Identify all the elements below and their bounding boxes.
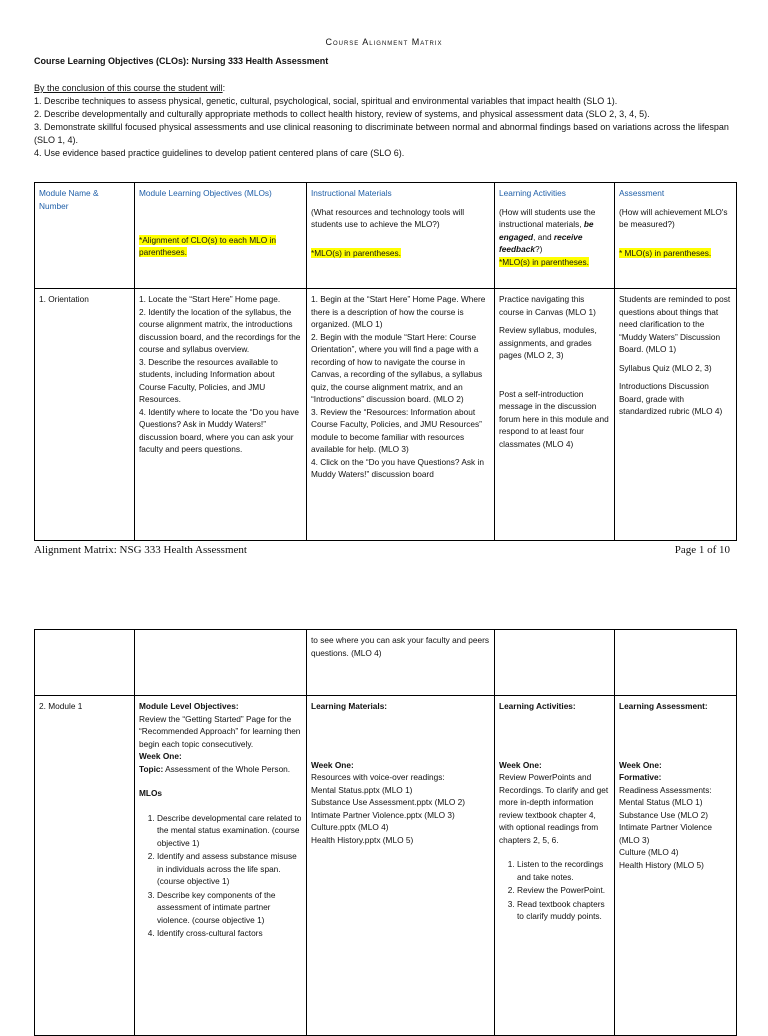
intro-lead: By the conclusion of this course the student will <box>34 83 223 93</box>
module1-mlos-label: MLOs <box>139 788 163 798</box>
module1-assessment-cell <box>615 696 737 1036</box>
module1-topic: Topic: Assessment of the Whole Person. <box>139 763 291 774</box>
header-activities-cell <box>495 183 615 289</box>
module1-assessment-6: Health History (MLO 5) <box>619 859 704 870</box>
module1-activity-1: 1. Listen to the recordings and take notes. <box>517 858 610 883</box>
header-mlo-note: *Alignment of CLO(s) to each MLO in parentheses. <box>139 234 276 257</box>
module1-assessment-1: Readiness Assessments: <box>619 784 712 795</box>
intro-colon: : <box>222 83 226 93</box>
orientation-materials-cell <box>307 289 495 541</box>
module1-week: Week One: <box>139 751 182 761</box>
alignment-table-page-2 <box>34 629 737 1036</box>
orientation-mlo-3: 3. Describe the resources available to students, including Information about Course Faculty, Policies, and JMU Resources. <box>139 356 278 404</box>
module1-mlos-cell <box>135 696 307 1036</box>
orientation-mlo-2: 2. Identify the location of the syllabus, the course alignment matrix, the introductions discussion board, and the recordings for the course and syllabus overview. <box>139 306 301 354</box>
orientation-material-1: 1. Begin at the “Start Here” Home Page. Where there is a description of how the course is organized. (MLO 1) <box>311 294 486 329</box>
module1-mlo-2: 2. Identify and assess substance misuse in individuals across the life span. (course objective 1) <box>157 850 302 888</box>
objective-3: 3. Demonstrate skillful focused physical assessments and use clinical reasoning to discriminate between normal and abnormal findings based on variations across the lifespan (SLO 1, 4). <box>34 122 729 145</box>
module1-mlo-heading: Module Level Objectives: <box>139 701 239 711</box>
objective-1: 1. Describe techniques to assess physical, genetic, cultural, psychological, social, spiritual and environmental variables that impact health (SLO 1). <box>34 96 618 106</box>
header-mlo: Module Learning Objectives (MLOs) <box>139 188 272 198</box>
module1-activity-2: 2. Review the PowerPoint. <box>517 884 610 897</box>
orientation-activity-3: Post a self-introduction message in the discussion forum here in this module and respond to at least four classmates (MLO 4) <box>499 388 609 449</box>
header-activities-note: *MLO(s) in parentheses. <box>499 256 589 267</box>
header-materials-note: *MLO(s) in parentheses. <box>311 247 401 258</box>
orientation-name: 1. Orientation <box>35 289 135 541</box>
module1-activities-cell <box>495 696 615 1036</box>
orientation-assessment-1: Students are reminded to post questions about things that need clarification to the “Muddy Waters” Discussion Board. (MLO 1) <box>619 294 731 354</box>
page-title: Course Alignment Matrix <box>325 37 443 47</box>
module1-activities-week: Week One: <box>499 759 542 770</box>
orientation-assessment-cell <box>615 289 737 541</box>
continuation-empty-3 <box>495 630 615 696</box>
objective-2: 2. Describe developmentally and culturally appropriate methods to collect health history, review of systems, and physical assessment data (SLO 2, 3, 4, 5). <box>34 109 650 119</box>
header-assessment-cell <box>615 183 737 289</box>
module1-row <box>35 696 737 1036</box>
orientation-mlo-4: 4. Identify where to locate the “Do you have Questions? Ask in Muddy Waters!” discussion board, where you can ask your faculty and peers questions. <box>139 406 300 454</box>
module1-assessment-5: Culture (MLO 4) <box>619 847 679 857</box>
orientation-assessment-3: Introductions Discussion Board, grade with standardized rubric (MLO 4) <box>619 381 723 416</box>
module1-mlo-intro: Review the “Getting Started” Page for the “Recommended Approach” for learning then begin each topic consecutively. <box>139 713 301 749</box>
orientation-mlo-1: 1. Locate the “Start Here” Home page. <box>139 294 281 304</box>
module1-assessment-heading: Learning Assessment: <box>619 701 708 711</box>
header-module: Module Name & Number <box>39 188 99 211</box>
continuation-row <box>35 630 737 696</box>
header-materials-cell <box>307 183 495 289</box>
module1-mlo-list <box>139 812 302 940</box>
module1-mlo-1: 1. Describe developmental care related to the mental status examination. (course objective 1) <box>157 812 302 850</box>
header-materials-question: (What resources and technology tools will students use to achieve the MLO?) <box>311 206 465 229</box>
header-mlo-cell <box>135 183 307 289</box>
orientation-activities-cell <box>495 289 615 541</box>
header-activities: Learning Activities <box>499 188 566 198</box>
header-module-cell <box>35 183 135 289</box>
orientation-mlos-cell <box>135 289 307 541</box>
module1-assessment-3: Substance Use (MLO 2) <box>619 809 708 820</box>
module1-material-1: Resources with voice-over readings: <box>311 772 445 782</box>
module1-material-2: Mental Status.pptx (MLO 1) <box>311 784 413 795</box>
continuation-empty-2 <box>135 630 307 696</box>
clo-heading: Course Learning Objectives (CLOs): Nursing 333 Health Assessment <box>34 56 329 66</box>
orientation-activity-1: Practice navigating this course in Canvas (MLO 1) <box>499 294 596 317</box>
module1-mlo-3: 3. Describe key components of the assessment of intimate partner violence. (course objective 1) <box>157 889 302 927</box>
module1-material-5: Culture.pptx (MLO 4) <box>311 822 389 832</box>
orientation-activity-2: Review syllabus, modules, assignments, and grades pages (MLO 2, 3) <box>499 325 597 360</box>
module1-activity-3: 3. Read textbook chapters to clarify muddy points. <box>517 898 610 923</box>
course-objectives <box>34 82 744 160</box>
orientation-material-4: 4. Click on the “Do you have Questions? Ask in Muddy Waters!” discussion board <box>311 456 484 479</box>
module1-formative: Formative: <box>619 772 662 782</box>
page-number: Page 1 of 10 <box>674 544 730 556</box>
continuation-empty-4 <box>615 630 737 696</box>
module1-mlo-4: 4. Identify cross-cultural factors <box>157 927 302 940</box>
header-assessment-question: (How will achievement MLO's be measured?) <box>619 206 728 229</box>
module1-assessment-week: Week One: <box>619 759 662 770</box>
header-materials: Instructional Materials <box>311 188 392 198</box>
header-assessment: Assessment <box>619 188 665 198</box>
module1-activity-list <box>499 858 610 923</box>
header-row <box>35 183 737 289</box>
module1-materials-week: Week One: <box>311 759 354 770</box>
alignment-table-page-1 <box>34 182 737 541</box>
continuation-empty-1 <box>35 630 135 696</box>
orientation-material-2: 2. Begin with the module “Start Here: Course Orientation”, where you will find a page with a recording of how to navigate the course in Canvas, a recording of the syllabus, a syllabus quiz, the course alignment matrix, and an “Introductions” discussion board. (MLO 2) <box>311 331 483 404</box>
module1-activities-intro: Review PowerPoints and Recordings. To clarify and get more in-depth information review textbook chapter 4, with optional readings from chapters 2, 5, 6. <box>499 772 609 845</box>
footer-title: Alignment Matrix: NSG 333 Health Assessment <box>34 544 247 556</box>
module1-material-6: Health History.pptx (MLO 5) <box>311 834 414 845</box>
module1-material-3: Substance Use Assessment.pptx (MLO 2) <box>311 797 466 807</box>
module1-materials-cell <box>307 696 495 1036</box>
module1-material-4: Intimate Partner Violence.pptx (MLO 3) <box>311 809 455 820</box>
header-activities-question: (How will students use the instructional materials, be engaged, and receive feedback?) <box>499 206 596 254</box>
orientation-row <box>35 289 737 541</box>
module1-name: 2. Module 1 <box>35 696 135 1036</box>
orientation-assessment-2: Syllabus Quiz (MLO 2, 3) <box>619 362 712 373</box>
objective-4: 4. Use evidence based practice guidelines to develop patient centered plans of care (SLO 6). <box>34 148 405 158</box>
module1-activities-heading: Learning Activities: <box>499 701 576 711</box>
orientation-material-3: 3. Review the “Resources: Information about Course Faculty, Policies, and JMU Resources” module to become familiar with resources available for help. (MLO 3) <box>311 406 482 454</box>
module1-materials-heading: Learning Materials: <box>311 701 388 711</box>
module1-assessment-4: Intimate Partner Violence (MLO 3) <box>619 822 713 845</box>
continuation-text: to see where you can ask your faculty and peers questions. (MLO 4) <box>307 630 495 696</box>
header-assessment-note: * MLO(s) in parentheses. <box>619 247 712 258</box>
module1-assessment-2: Mental Status (MLO 1) <box>619 797 703 807</box>
